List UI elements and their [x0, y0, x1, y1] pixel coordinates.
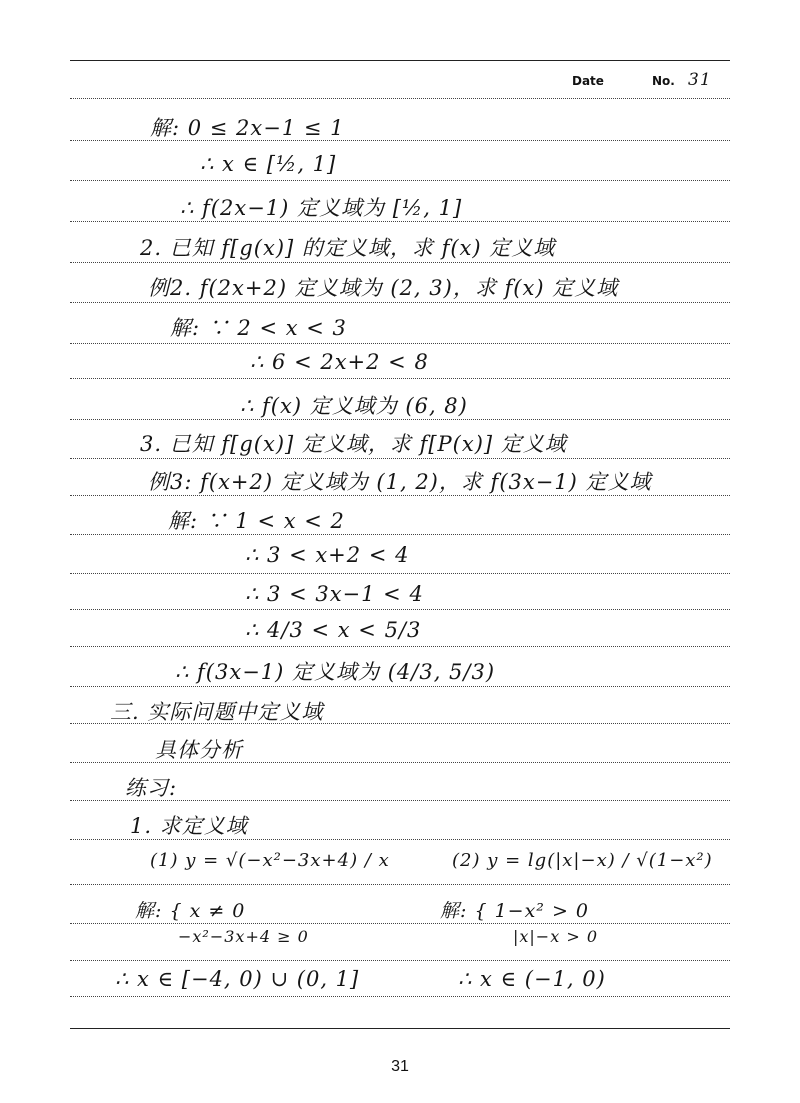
- no-label: No.: [652, 74, 675, 88]
- note-line: (2) y = lg(|x|−x) / √(1−x²): [452, 850, 713, 871]
- note-line: 解: ∵ 2 < x < 3: [170, 316, 347, 340]
- date-label: Date: [572, 74, 604, 88]
- ruled-line: [70, 98, 730, 99]
- note-line: (1) y = √(−x²−3x+4) / x: [150, 850, 390, 871]
- note-line: 解: { x ≠ 0: [135, 900, 246, 922]
- note-line: 练习:: [125, 776, 178, 800]
- note-line: ∴ x ∈ [½, 1]: [200, 152, 337, 176]
- note-line: ∴ 4/3 < x < 5/3: [245, 618, 422, 642]
- note-line: ∴ f(2x−1) 定义域为 [½, 1]: [180, 196, 463, 220]
- note-line: 1. 求定义域: [130, 814, 248, 838]
- ruled-line: [70, 923, 730, 924]
- note-line: 3. 已知 f[g(x)] 定义域，求 f[P(x)] 定义域: [140, 432, 567, 456]
- page-number: 31: [391, 1058, 409, 1075]
- note-line: 具体分析: [155, 738, 243, 762]
- note-line: ∴ 3 < x+2 < 4: [245, 543, 410, 567]
- ruled-line: [70, 262, 730, 263]
- bottom-border-line: [70, 1028, 730, 1029]
- ruled-line: [70, 884, 730, 885]
- note-line: ∴ x ∈ (−1, 0): [458, 967, 606, 991]
- note-line: 解: 0 ≤ 2x−1 ≤ 1: [150, 116, 345, 140]
- ruled-line: [70, 343, 730, 344]
- note-line: ∴ f(3x−1) 定义域为 (4/3, 5/3): [175, 660, 496, 684]
- ruled-line: [70, 458, 730, 459]
- ruled-line: [70, 609, 730, 610]
- note-line: ∴ x ∈ [−4, 0) ∪ (0, 1]: [115, 967, 360, 991]
- ruled-line: [70, 960, 730, 961]
- ruled-line: [70, 646, 730, 647]
- ruled-line: [70, 180, 730, 181]
- note-line: 例2. f(2x+2) 定义域为 (2, 3)，求 f(x) 定义域: [148, 276, 619, 300]
- note-line: 解: ∵ 1 < x < 2: [168, 509, 345, 533]
- note-line: ∴ f(x) 定义域为 (6, 8): [240, 394, 468, 418]
- page-no-value: 31: [688, 70, 712, 90]
- ruled-line: [70, 996, 730, 997]
- ruled-line: [70, 378, 730, 379]
- note-line: 例3: f(x+2) 定义域为 (1, 2)，求 f(3x−1) 定义域: [148, 470, 652, 494]
- note-line: 2. 已知 f[g(x)] 的定义域，求 f(x) 定义域: [140, 236, 556, 260]
- top-border-line: [70, 60, 730, 61]
- note-line: ∴ 6 < 2x+2 < 8: [250, 350, 429, 374]
- note-line: 三. 实际问题中定义域: [110, 700, 324, 724]
- note-line: ∴ 3 < 3x−1 < 4: [245, 582, 424, 606]
- note-line: 解: { 1−x² > 0: [440, 900, 589, 922]
- note-line: |x|−x > 0: [513, 927, 598, 946]
- note-line: −x²−3x+4 ≥ 0: [178, 927, 309, 946]
- ruled-line: [70, 302, 730, 303]
- ruled-line: [70, 573, 730, 574]
- ruled-line: [70, 686, 730, 687]
